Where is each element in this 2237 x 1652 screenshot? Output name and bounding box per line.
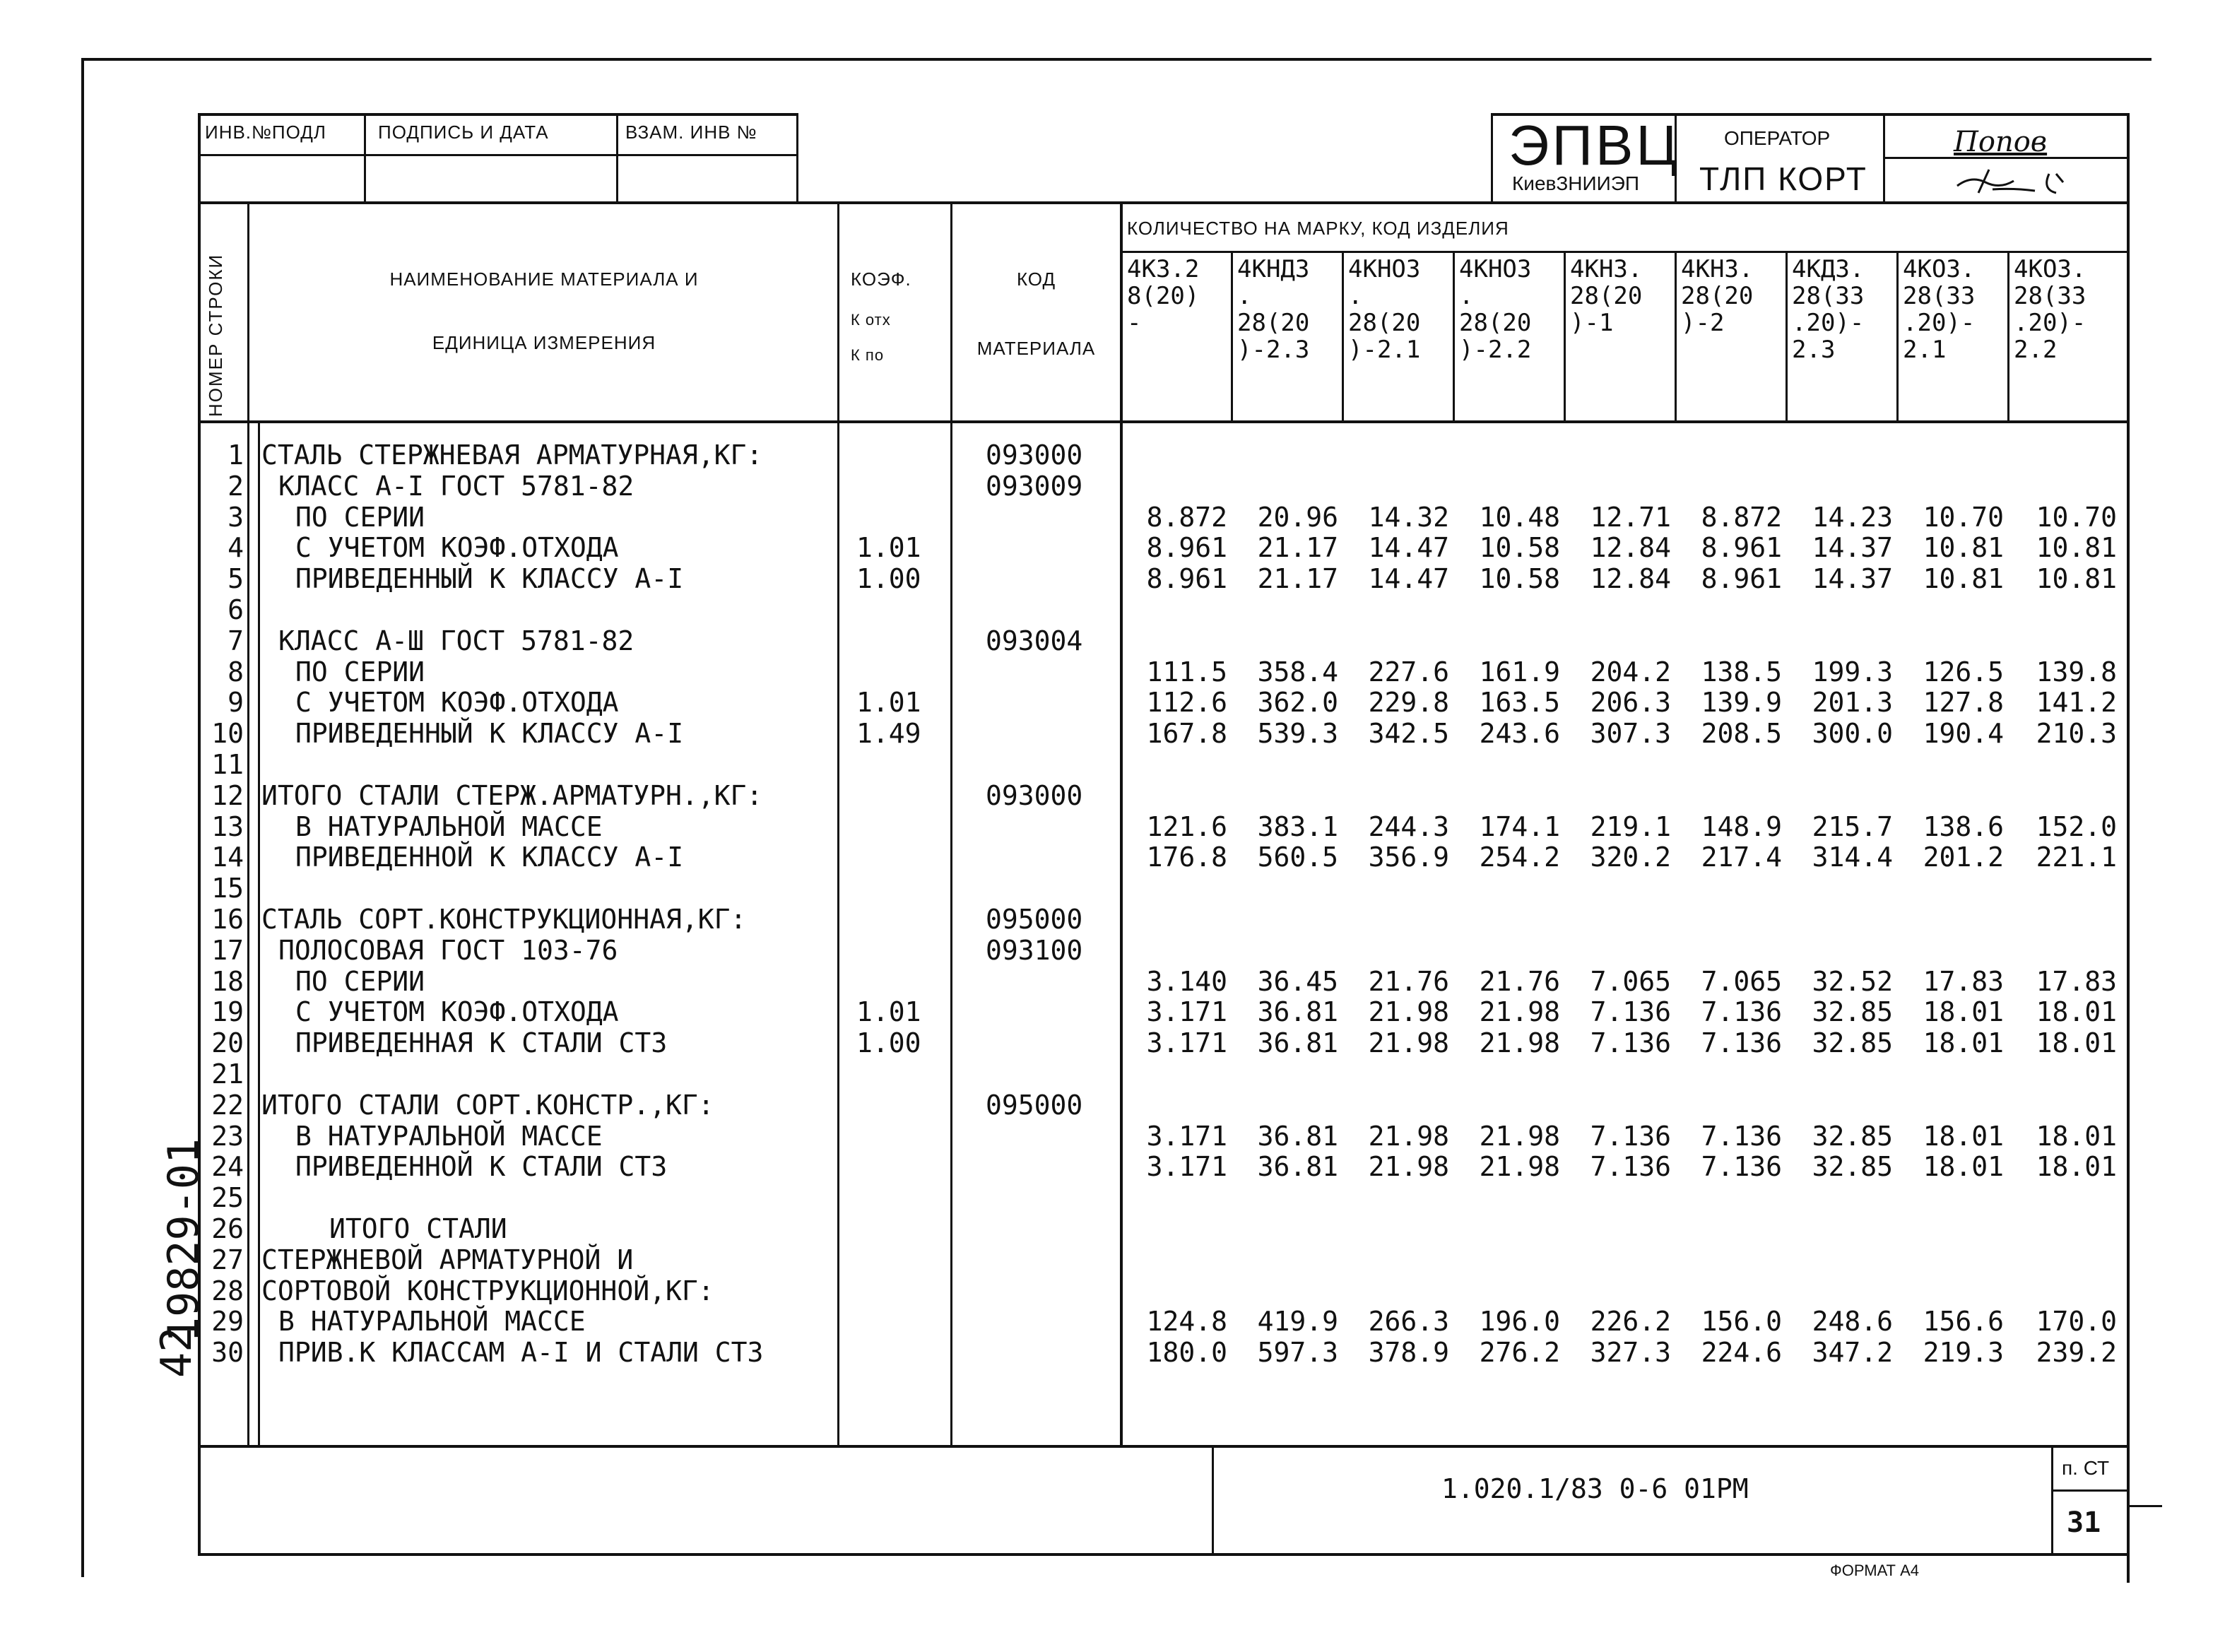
quantity-value: 14.37	[1812, 532, 1893, 563]
quantity-value: 10.58	[1479, 563, 1560, 594]
quantity-value: 21.98	[1479, 1121, 1560, 1152]
quantity-value: 148.9	[1701, 811, 1782, 842]
material-name: ПРИВЕДЕННОЙ К КЛАССУ А-I	[295, 842, 684, 873]
row-number: 9	[228, 687, 244, 718]
row-number: 21	[211, 1058, 244, 1090]
material-name: С УЧЕТОМ КОЭФ.ОТХОДА	[295, 996, 619, 1027]
quantity-value: 3.171	[1146, 1027, 1227, 1058]
quantity-value: 21.98	[1368, 1151, 1449, 1182]
quantity-value: 8.872	[1146, 502, 1227, 533]
quantity-value: 126.5	[1923, 656, 2004, 688]
material-name: С УЧЕТОМ КОЭФ.ОТХОДА	[295, 532, 619, 563]
row-number: 20	[211, 1027, 244, 1058]
quantity-value: 314.4	[1812, 842, 1893, 873]
quantity-value: 217.4	[1701, 842, 1782, 873]
quantity-value: 10.81	[2036, 563, 2117, 594]
quantity-value: 276.2	[1479, 1337, 1560, 1368]
quantity-value: 32.52	[1812, 966, 1893, 997]
material-name: ИТОГО СТАЛИ	[329, 1213, 507, 1244]
quantity-value: 138.5	[1701, 656, 1782, 688]
quantity-value: 36.81	[1257, 1121, 1338, 1152]
quantity-value: 174.1	[1479, 811, 1560, 842]
mark-header-7: 4КДЗ. 28(33 .20)- 2.3	[1792, 255, 1865, 364]
coef-header-line1: КОЭФ.	[851, 269, 911, 290]
quantity-value: 12.84	[1590, 563, 1671, 594]
row-number: 24	[211, 1151, 244, 1182]
quantity-value: 199.3	[1812, 656, 1893, 688]
quantity-value: 21.98	[1368, 1121, 1449, 1152]
row-number: 11	[211, 749, 244, 780]
quantity-value: 14.47	[1368, 563, 1449, 594]
inv-podl-label: ИНВ.№ПОДЛ	[205, 122, 326, 143]
material-name: СТАЛЬ СОРТ.КОНСТРУКЦИОННАЯ,КГ:	[261, 904, 747, 935]
row-number: 30	[211, 1337, 244, 1368]
material-name: ПОЛОСОВАЯ ГОСТ 103-76	[278, 935, 618, 966]
margin-page-number: 42	[152, 1326, 201, 1378]
row-number: 28	[211, 1275, 244, 1306]
quantity-value: 32.85	[1812, 1151, 1893, 1182]
operator-label: ОПЕРАТОР	[1724, 127, 1831, 149]
quantity-value: 32.85	[1812, 1027, 1893, 1058]
coefficient: 1.01	[856, 687, 921, 718]
row-number: 7	[228, 625, 244, 656]
coef-header-line3: К по	[851, 346, 885, 364]
podpis-data-label: ПОДПИСЬ И ДАТА	[378, 122, 549, 143]
row-number: 27	[211, 1244, 244, 1275]
quantity-value: 190.4	[1923, 718, 2004, 749]
quantity-value: 124.8	[1146, 1306, 1227, 1337]
coefficient: 1.00	[856, 1027, 921, 1058]
material-name: С УЧЕТОМ КОЭФ.ОТХОДА	[295, 687, 619, 718]
outer-top-border	[81, 58, 2152, 61]
quantity-value: 12.71	[1590, 502, 1671, 533]
coefficient: 1.01	[856, 532, 921, 563]
quantity-value: 196.0	[1479, 1306, 1560, 1337]
vzam-inv-label: ВЗАМ. ИНВ №	[625, 122, 757, 143]
quantity-value: 307.3	[1590, 718, 1671, 749]
quantity-value: 7.065	[1590, 966, 1671, 997]
quantity-value: 8.961	[1701, 532, 1782, 563]
material-header-line1: НАИМЕНОВАНИЕ МАТЕРИАЛА И	[389, 269, 699, 290]
quantity-value: 3.171	[1146, 1121, 1227, 1152]
quantity-value: 18.01	[2036, 1151, 2117, 1182]
quantity-value: 7.136	[1701, 1121, 1782, 1152]
material-name: В НАТУРАЛЬНОЙ МАССЕ	[295, 811, 603, 842]
quantity-value: 127.8	[1923, 687, 2004, 718]
material-code: 093004	[986, 625, 1083, 656]
quantity-value: 7.065	[1701, 966, 1782, 997]
material-name: ПО СЕРИИ	[295, 966, 425, 997]
quantity-value: 18.01	[2036, 1121, 2117, 1152]
quantity-value: 239.2	[2036, 1337, 2117, 1368]
quantity-value: 14.47	[1368, 532, 1449, 563]
quantity-value: 210.3	[2036, 718, 2117, 749]
quantity-value: 229.8	[1368, 687, 1449, 718]
quantity-value: 7.136	[1701, 1027, 1782, 1058]
coef-header-line2: К отх	[851, 311, 891, 329]
quantity-value: 152.0	[2036, 811, 2117, 842]
quantity-value: 32.85	[1812, 1121, 1893, 1152]
mark-header-5: 4КНЗ. 28(20 )-1	[1570, 255, 1643, 337]
quantity-value: 17.83	[2036, 966, 2117, 997]
quantity-value: 254.2	[1479, 842, 1560, 873]
sheet-label: п. СТ	[2062, 1457, 2110, 1479]
quantity-value: 226.2	[1590, 1306, 1671, 1337]
quantity-value: 112.6	[1146, 687, 1227, 718]
quantity-value: 18.01	[1923, 1121, 2004, 1152]
org-name: ЭПВЦ	[1509, 114, 1681, 177]
quantity-value: 8.961	[1701, 563, 1782, 594]
quantity-value: 539.3	[1257, 718, 1338, 749]
row-number: 17	[211, 935, 244, 966]
row-number-header: НОМЕР СТРОКИ	[205, 253, 226, 417]
quantity-value: 180.0	[1146, 1337, 1227, 1368]
material-code: 095000	[986, 904, 1083, 935]
quantity-value: 14.32	[1368, 502, 1449, 533]
quantity-value: 36.81	[1257, 996, 1338, 1027]
quantity-value: 7.136	[1701, 1151, 1782, 1182]
quantity-value: 383.1	[1257, 811, 1338, 842]
sheet-number: 31	[2067, 1506, 2101, 1539]
quantity-value: 7.136	[1590, 1151, 1671, 1182]
quantity-value: 21.17	[1257, 532, 1338, 563]
material-name: СТАЛЬ СТЕРЖНЕВАЯ АРМАТУРНАЯ,КГ:	[261, 439, 763, 471]
quantity-value: 7.136	[1590, 996, 1671, 1027]
row-number: 16	[211, 904, 244, 935]
quantity-value: 224.6	[1701, 1337, 1782, 1368]
material-name: ПРИВЕДЕННОЙ К СТАЛИ СТ3	[295, 1151, 668, 1182]
material-name: ИТОГО СТАЛИ СОРТ.КОНСТР.,КГ:	[261, 1090, 714, 1121]
quantity-value: 248.6	[1812, 1306, 1893, 1337]
row-number: 26	[211, 1213, 244, 1244]
quantity-value: 21.17	[1257, 563, 1338, 594]
quantity-value: 32.85	[1812, 996, 1893, 1027]
material-name: КЛАСС А-I ГОСТ 5781-82	[278, 471, 634, 502]
quantity-value: 201.2	[1923, 842, 2004, 873]
quantity-value: 3.140	[1146, 966, 1227, 997]
row-number: 2	[228, 471, 244, 502]
quantity-value: 18.01	[1923, 996, 2004, 1027]
quantity-value: 156.0	[1701, 1306, 1782, 1337]
quantity-value: 163.5	[1479, 687, 1560, 718]
quantity-value: 21.76	[1368, 966, 1449, 997]
material-name: ПРИВЕДЕННЫЙ К КЛАССУ А-I	[295, 718, 684, 749]
quantity-value: 3.171	[1146, 996, 1227, 1027]
operator-value: ТЛП КОРТ	[1699, 160, 1867, 197]
quantity-value: 139.8	[2036, 656, 2117, 688]
quantity-value: 8.872	[1701, 502, 1782, 533]
quantity-value: 176.8	[1146, 842, 1227, 873]
quantity-value: 7.136	[1590, 1121, 1671, 1152]
quantity-value: 18.01	[2036, 996, 2117, 1027]
quantity-value: 356.9	[1368, 842, 1449, 873]
quantity-value: 10.70	[1923, 502, 2004, 533]
quantity-value: 347.2	[1812, 1337, 1893, 1368]
row-number: 8	[228, 656, 244, 688]
material-code: 093100	[986, 935, 1083, 966]
format-label: ФОРМАТ А4	[1830, 1562, 1920, 1579]
row-number: 23	[211, 1121, 244, 1152]
org-subname: КиевЗНИИЭП	[1512, 172, 1640, 194]
quantity-value: 14.23	[1812, 502, 1893, 533]
quantity-value: 320.2	[1590, 842, 1671, 873]
quantity-value: 161.9	[1479, 656, 1560, 688]
quantity-value: 21.98	[1368, 1027, 1449, 1058]
quantity-value: 10.58	[1479, 532, 1560, 563]
mark-header-1: 4КЗ.2 8(20) -	[1127, 255, 1200, 337]
quantity-value: 111.5	[1146, 656, 1227, 688]
row-number: 15	[211, 873, 244, 904]
quantity-value: 266.3	[1368, 1306, 1449, 1337]
material-name: СТЕРЖНЕВОЙ АРМАТУРНОЙ И	[261, 1244, 634, 1275]
material-name: КЛАСС А-Ш ГОСТ 5781-82	[278, 625, 634, 656]
material-name: ПРИВ.К КЛАССАМ А-I И СТАЛИ СТ3	[278, 1337, 764, 1368]
row-number: 3	[228, 502, 244, 533]
row-number: 10	[211, 718, 244, 749]
quantity-value: 219.1	[1590, 811, 1671, 842]
mark-header-3: 4КНОЗ . 28(20 )-2.1	[1348, 255, 1421, 364]
quantity-value: 227.6	[1368, 656, 1449, 688]
outer-left-border	[81, 58, 84, 1577]
material-name: ПРИВЕДЕННАЯ К СТАЛИ СТ3	[295, 1027, 668, 1058]
inner-right-border	[2127, 113, 2130, 1583]
quantity-header: КОЛИЧЕСТВО НА МАРКУ, КОД ИЗДЕЛИЯ	[1127, 218, 1509, 239]
quantity-value: 17.83	[1923, 966, 2004, 997]
mark-header-9: 4КОЗ. 28(33 .20)- 2.2	[2014, 255, 2087, 364]
quantity-value: 10.81	[1923, 563, 2004, 594]
row-number: 25	[211, 1182, 244, 1213]
code-header-line1: КОД	[1016, 269, 1056, 290]
material-code: 093000	[986, 439, 1083, 471]
quantity-value: 206.3	[1590, 687, 1671, 718]
quantity-value: 342.5	[1368, 718, 1449, 749]
document-code: 1.020.1/83 0-6 01РМ	[1441, 1473, 1749, 1504]
signature	[1950, 161, 2091, 200]
mark-header-6: 4КНЗ. 28(20 )-2	[1681, 255, 1754, 337]
inner-bottom-border	[198, 1553, 2127, 1556]
material-name: ПРИВЕДЕННЫЙ К КЛАССУ А-I	[295, 563, 684, 594]
material-name: В НАТУРАЛЬНОЙ МАССЕ	[278, 1306, 586, 1337]
material-code: 093009	[986, 471, 1083, 502]
quantity-value: 10.81	[2036, 532, 2117, 563]
quantity-value: 219.3	[1923, 1337, 2004, 1368]
quantity-value: 3.171	[1146, 1151, 1227, 1182]
row-number: 4	[228, 532, 244, 563]
row-number: 6	[228, 594, 244, 625]
margin-doc-number: 19829-01	[159, 1138, 208, 1343]
quantity-value: 36.45	[1257, 966, 1338, 997]
quantity-value: 167.8	[1146, 718, 1227, 749]
material-name: ПО СЕРИИ	[295, 502, 425, 533]
row-number: 5	[228, 563, 244, 594]
row-number: 18	[211, 966, 244, 997]
quantity-value: 14.37	[1812, 563, 1893, 594]
material-name: СОРТОВОЙ КОНСТРУКЦИОННОЙ,КГ:	[261, 1275, 714, 1306]
quantity-value: 18.01	[1923, 1027, 2004, 1058]
quantity-value: 8.961	[1146, 563, 1227, 594]
material-code: 093000	[986, 780, 1083, 811]
quantity-value: 7.136	[1701, 996, 1782, 1027]
coefficient: 1.00	[856, 563, 921, 594]
material-name: ИТОГО СТАЛИ СТЕРЖ.АРМАТУРН.,КГ:	[261, 780, 763, 811]
quantity-value: 243.6	[1479, 718, 1560, 749]
quantity-value: 378.9	[1368, 1337, 1449, 1368]
quantity-value: 21.98	[1479, 1151, 1560, 1182]
mark-header-4: 4КНОЗ . 28(20 )-2.2	[1459, 255, 1532, 364]
material-code: 095000	[986, 1090, 1083, 1121]
quantity-value: 419.9	[1257, 1306, 1338, 1337]
quantity-value: 362.0	[1257, 687, 1338, 718]
quantity-value: 358.4	[1257, 656, 1338, 688]
quantity-value: 36.81	[1257, 1151, 1338, 1182]
row-number: 13	[211, 811, 244, 842]
quantity-value: 208.5	[1701, 718, 1782, 749]
quantity-value: 10.81	[1923, 532, 2004, 563]
quantity-value: 327.3	[1590, 1337, 1671, 1368]
row-number: 12	[211, 780, 244, 811]
quantity-value: 121.6	[1146, 811, 1227, 842]
quantity-value: 139.9	[1701, 687, 1782, 718]
quantity-value: 156.6	[1923, 1306, 2004, 1337]
coefficient: 1.01	[856, 996, 921, 1027]
coefficient: 1.49	[856, 718, 921, 749]
row-number: 19	[211, 996, 244, 1027]
quantity-value: 18.01	[1923, 1151, 2004, 1182]
quantity-value: 560.5	[1257, 842, 1338, 873]
row-number: 22	[211, 1090, 244, 1121]
person-name: Попов	[1954, 126, 2048, 158]
quantity-value: 12.84	[1590, 532, 1671, 563]
material-name: В НАТУРАЛЬНОЙ МАССЕ	[295, 1121, 603, 1152]
quantity-value: 597.3	[1257, 1337, 1338, 1368]
quantity-value: 18.01	[2036, 1027, 2117, 1058]
quantity-value: 36.81	[1257, 1027, 1338, 1058]
quantity-value: 201.3	[1812, 687, 1893, 718]
quantity-value: 10.70	[2036, 502, 2117, 533]
material-header-line2: ЕДИНИЦА ИЗМЕРЕНИЯ	[432, 332, 656, 353]
quantity-value: 170.0	[2036, 1306, 2117, 1337]
quantity-value: 244.3	[1368, 811, 1449, 842]
quantity-value: 8.961	[1146, 532, 1227, 563]
quantity-value: 204.2	[1590, 656, 1671, 688]
quantity-value: 300.0	[1812, 718, 1893, 749]
quantity-value: 21.98	[1368, 996, 1449, 1027]
row-number: 14	[211, 842, 244, 873]
quantity-value: 21.76	[1479, 966, 1560, 997]
mark-header-2: 4КНДЗ . 28(20 )-2.3	[1237, 255, 1310, 364]
quantity-value: 138.6	[1923, 811, 2004, 842]
code-header-line2: МАТЕРИАЛА	[976, 338, 1096, 359]
row-number: 29	[211, 1306, 244, 1337]
quantity-value: 20.96	[1257, 502, 1338, 533]
quantity-value: 21.98	[1479, 1027, 1560, 1058]
quantity-value: 221.1	[2036, 842, 2117, 873]
mark-header-8: 4КОЗ. 28(33 .20)- 2.1	[1903, 255, 1976, 364]
quantity-value: 141.2	[2036, 687, 2117, 718]
material-name: ПО СЕРИИ	[295, 656, 425, 688]
quantity-value: 10.48	[1479, 502, 1560, 533]
quantity-value: 215.7	[1812, 811, 1893, 842]
quantity-value: 21.98	[1479, 996, 1560, 1027]
quantity-value: 7.136	[1590, 1027, 1671, 1058]
row-number: 1	[228, 439, 244, 471]
